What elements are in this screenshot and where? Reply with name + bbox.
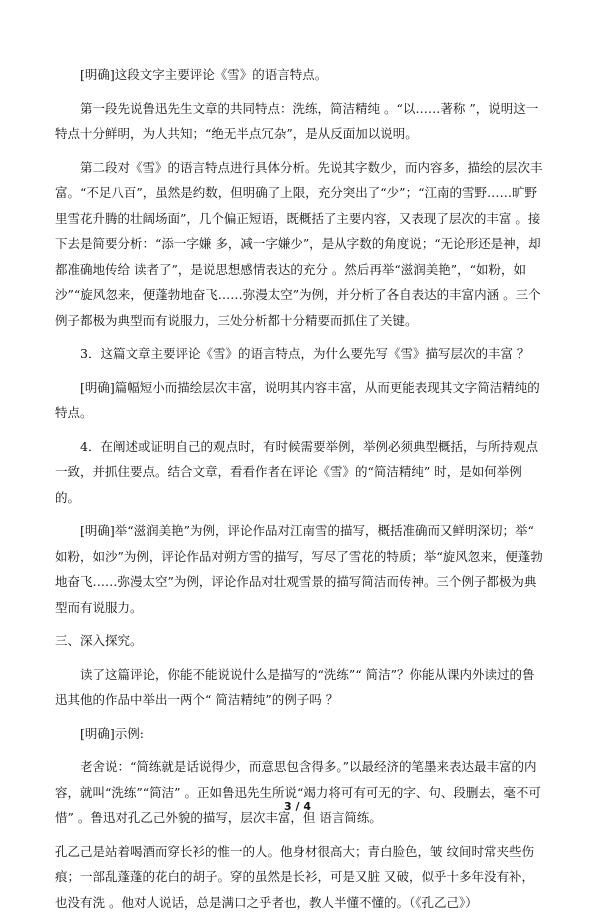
- answer-paragraph: [明确]这段文字主要评论《雪》的语言特点。: [55, 62, 545, 88]
- question-paragraph: 读了这篇评论，你能不能说说什么是描写的“洗练”“ 简洁”？你能从课内外读过的鲁迅其他的作品中举出一两个“ 简洁精纯”的例子吗 ？: [55, 662, 545, 713]
- body-paragraph: 第二段对《雪》的语言特点进行具体分析。先说其字数少，而内容多，描绘的层次丰富。“不足八百”，虽然是约数，但明确了上限，充分突出了“少”；“江南的雪野……旷野里雪花升腾的壮阔场面”，几个偏正短语，既概括了主要内容，又表现了层次的丰富 。接下去是简要分析：“添一字嫌 多，减一字嫌少”，是从字数的角度说；“无论形还是神，却都准确地传给 读者了”，是说思想感情表达的充分 。然后再举“滋润美艳”，“如粉，如 沙”“旋风忽来，便蓬勃地奋飞……弥漫太空”为例，并分析了各自表达的丰富内涵 。三个例子都极为典型而有说服力，三处分析都十分精要而抓住了关键。: [55, 155, 545, 334]
- body-paragraph: 第一段先说鲁迅先生文章的共同特点：洗练，简洁精纯 。“以……著称 ”，说明这一特点十分鲜明，为人共知；“绝无半点冗杂”，是从反面加以说明。: [55, 96, 545, 147]
- answer-paragraph: [明确]举“滋润美艳”为例，评论作品对江南雪的描写，概括准确而又鲜明深切；举“ 如粉，如沙”为例，评论作品对朔方雪的描写，写尽了雪花的特质；举“旋风忽来，便蓬勃地奋飞……弥漫太空”为例，评论作品对壮观雪景的描写简洁而传神。三个例子都极为典型而有说服力。: [55, 518, 545, 620]
- question-paragraph: 4．在阐述或证明自己的观点时，有时候需要举例，举例必须典型概括，与所持观点一致，并抓住要点。结合文章，看看作者在评论《雪》的“简洁精纯” 时，是如何举例的。: [55, 434, 545, 511]
- document-body: [55, 62, 545, 915]
- section-heading: 三、深入探究。: [55, 628, 545, 654]
- question-paragraph: 3．这篇文章主要评论《雪》的语言特点，为什么要先写《雪》描写层次的丰富 ？: [55, 341, 545, 367]
- quote-paragraph: 孔乙己是站着喝酒而穿长衫的惟一的人。他身材很高大；青白脸色，皱 纹间时常夹些伤痕；一部乱蓬蓬的花白的胡子。穿的虽然是长衫，可是又脏 又破，似乎十多年没有补，也没有洗 。他对人说话，总是满口之乎者也，教人半懂不懂的。（《孔乙己》）: [55, 839, 545, 915]
- page-number: 3 / 4: [0, 794, 595, 820]
- answer-paragraph: [明确]篇幅短小而描绘层次丰富，说明其内容丰富，从而更能表现其文字简洁精纯的特点。: [55, 375, 545, 426]
- body-paragraph: 老舍说：“简练就是话说得少，而意思包含得多。”以最经济的笔墨来表达最丰富的内容，就叫“洗练”“简洁” 。正如鲁迅先生所说“竭力将可有可无的字、句、段删去，毫不可惜” 。鲁迅对孔乙己外貌的描写，层次丰富，但 语言简练。: [55, 754, 545, 831]
- answer-paragraph: [明确]示例:: [55, 721, 545, 747]
